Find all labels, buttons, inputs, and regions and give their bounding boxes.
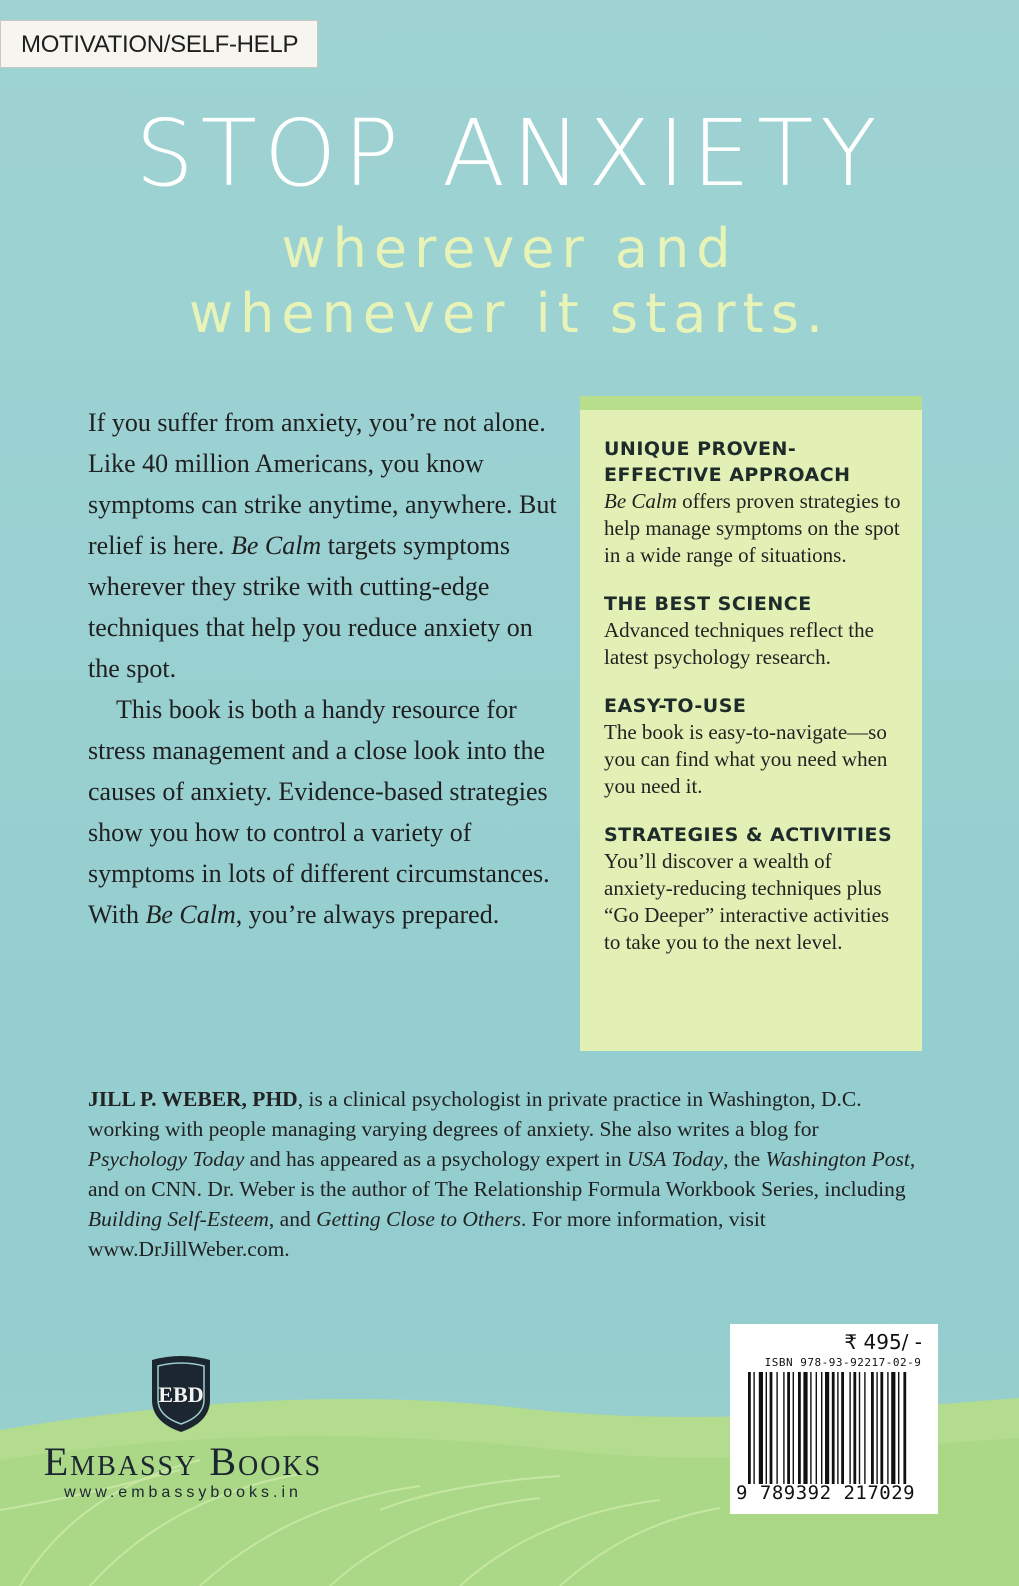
book-title: Be Calm bbox=[145, 900, 236, 929]
book-title: Be Calm bbox=[230, 531, 322, 560]
barcode-bars bbox=[748, 1372, 924, 1484]
feature-strategies bbox=[604, 822, 904, 956]
headline: STOP ANXIETY bbox=[135, 100, 884, 207]
description bbox=[88, 402, 558, 935]
ean-number: 9 789392 217029 bbox=[736, 1482, 916, 1504]
feature-text: The book is easy-to-navigate—so you can find what you need when you need it. bbox=[604, 720, 888, 798]
isbn-text: ISBN 978-93-92217-02-9 bbox=[764, 1356, 922, 1369]
category-label: MOTIVATION/SELF-HELP bbox=[0, 20, 318, 68]
publisher-name: Embassy Books bbox=[43, 1439, 323, 1484]
subheadline-line-2: whenever it starts. bbox=[188, 282, 831, 345]
barcode-panel bbox=[730, 1324, 938, 1514]
publisher-logo-icon bbox=[148, 1352, 214, 1434]
feature-text: Advanced techniques reflect the latest psychology research. bbox=[604, 618, 874, 669]
description-paragraph-1: If you suffer from anxiety, you’re not alone. Like 40 million Americans, you know symptoms can strike anytime, anywhere. But relief is here. Be Calm targets symptoms wherever they strike with cutting-edge techniques that help you reduce anxiety on the spot. bbox=[88, 408, 557, 683]
feature-text: Be Calm offers proven strategies to help manage symptoms on the spot in a wide range of situations. bbox=[604, 489, 901, 567]
feature-science bbox=[604, 591, 904, 671]
feature-heading: THE BEST SCIENCE bbox=[604, 593, 812, 615]
svg-text:EBD: EBD bbox=[158, 1382, 204, 1407]
feature-heading: STRATEGIES & ACTIVITIES bbox=[604, 824, 893, 846]
feature-heading: EASY-TO-USE bbox=[604, 695, 747, 717]
feature-easy bbox=[604, 693, 904, 800]
feature-text: You’ll discover a wealth of anxiety-reducing techniques plus “Go Deeper” interactive activities to take you to the next level. bbox=[604, 849, 890, 954]
author-bio: JILL P. WEBER, PHD, is a clinical psychologist in private practice in Washington, D.C. working with people managing varying degrees of anxiety. She also writes a blog for Psychology Today and has appeared as a psychology expert in USA Today, the Washington Post, and on CNN. Dr. Weber is the author of The Relationship Formula Workbook Series, including Building Self-Esteem, and Getting Close to Others. For more information, visit www.DrJillWeber.com. bbox=[88, 1087, 916, 1261]
publisher-url: www.embassybooks.in bbox=[64, 1484, 302, 1501]
subheadline-line-1: wherever and bbox=[281, 217, 738, 280]
feature-approach bbox=[604, 436, 904, 569]
author-name: JILL P. WEBER, PHD bbox=[88, 1087, 298, 1111]
description-paragraph-2: This book is both a handy resource for stress management and a close look into the causes of anxiety. Evidence-based strategies show you how to control a variety of symptoms in lots of different circumstances. With Be Calm, you’re always prepared. bbox=[88, 695, 550, 929]
feature-box bbox=[580, 396, 922, 1051]
feature-heading: UNIQUE PROVEN-EFFECTIVE APPROACH bbox=[604, 438, 851, 486]
price: ₹ 495/ - bbox=[844, 1330, 922, 1354]
